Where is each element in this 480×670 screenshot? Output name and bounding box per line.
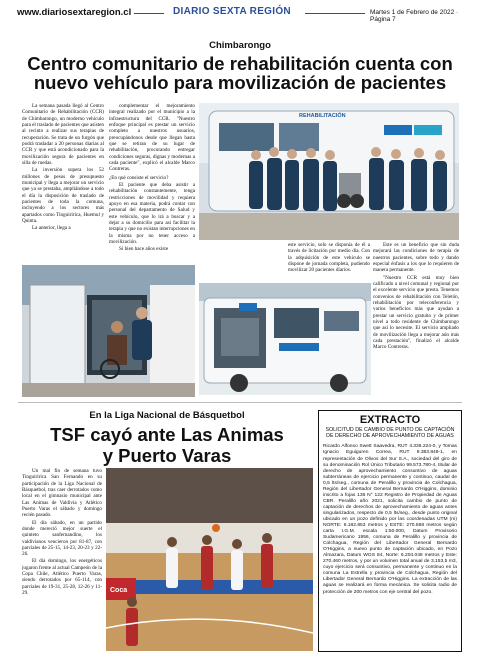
- article1-column-2: [109, 103, 195, 277]
- wheelchair-ramp-photo: [22, 265, 195, 397]
- article2-paragraph: El día domingo, los energéticos jugaron frente al actual Campeón de la Copa Chile, Atlético Puerto Varas, siendo derrotados por 65-114, con parciales de 19-31, 25-28, 12-26 y 11-29.: [22, 558, 102, 597]
- article1-headline: Centro comunitario de rehabilitación cuenta con nuevo vehículo para movilización de pacientes: [27, 53, 453, 94]
- article1-subheading: ¿En qué consiste el servicio?: [109, 174, 169, 181]
- article2-kicker: En la Liga Nacional de Básquetbol: [89, 410, 245, 421]
- header-rule-right: [305, 13, 365, 14]
- article1-paragraph: La anterior, llega a: [32, 225, 71, 232]
- article2-headline-line2: y Puerto Varas: [102, 445, 232, 466]
- extract-subtitle: SOLICITUD DE CAMBIO DE PUNTO DE CAPTACIÓN DE DERECHO DE APROVECHAMIENTO DE AGUAS: [325, 427, 455, 440]
- extract-body: Ricardo Alfonso Swett Saavedra, RUT 4.336.224-0, y Tomas Ignacio Eguiguren Correa, RUT 9.383.849-1, en representación de Olivos del Sur S.A., sociedad del giro de su denominación Rol Único Tributario 99.573.780-4, titular de derecho de aprovechamiento consuntivo de aguas subterráneas de ejercicio permanente y continuo, caudal de 0,5 lts/seg., comuna de Peralillo y provincia de Colchagua, Región del Libertador General Bernardo O'Higgins, dominio inscrito a fojas 136 N° 122 Registro de Propiedad de Aguas CBR. Peralillo año 2021, solicita cambio de punto de captación de derechos de aprovechamiento de aguas antes singularizados, respecto de 0,5 lts/seg., desde punto original ubicado en un pozo definido por las coordenadas UTM (m) NORTE: 6.182.853 metros y ESTE: 270.568 metros según carta I.G.M. escala 1:50.000, Datum Provisorio Sudamericano 1956, comuna de Peralillo y provincia de Colchagua, Región del Libertador General Bernardo O'Higgins, a nuevo punto de captación ubicado, en Pozo Almazara, Datum WGS 84, Norte: 6.204.048 metros y Este: 270.460 metros, y por un volumen total anual de 3.153,5 m3, cuyo ejercicio será consuntivo, permanente y continuo en la comuna La Estrella y provincia de Colchagua, Región del Libertador General Bernardo O'Higgins. La extracción de las aguas se realizará en forma mecánica. Se solicita radio de protección de 200 metros con eje central del pozo.: [323, 444, 457, 595]
- article2-column: [22, 468, 102, 648]
- article1-column-1: [22, 103, 104, 263]
- article1-column-3: [288, 242, 370, 282]
- date-page: Martes 1 de Febrero de 2022 · Página 7: [370, 9, 459, 23]
- article1-kicker: Chimbarongo: [209, 40, 271, 51]
- van-banner-text: REHABILITACIÓN: [299, 113, 346, 119]
- article1-paragraph: "Nuestro CCR está muy bien calificado a nivel comunal y regional por el excelente servicio que presta. Tenemos convenios de rehabilitación con Teletón, rehabilitación por teleconferencia y varios beneficios más que ayudan a prestar un servicio gratuito y de primer nivel a todo residente de Chimbarongo que así lo necesite. El servicio ampliado de movilización llega a mejorar aún más cada prestación", finalizó el alcalde Marco Contreras.: [373, 274, 459, 351]
- svg-text:Coca: Coca: [110, 587, 128, 594]
- article2-paragraph: Un mal fin de semana tuvo Tinguiririca San Fernando en su participación de la Liga Nacional de Básquetbol, tras caer derrotados como local en el gimnasio municipal ante Las Animas de Valdivia y Atlético Puerto Varas el sábado y domingo recién pasado.: [22, 468, 102, 519]
- basketball-game-photo: [106, 468, 313, 651]
- header-rule-left: [134, 13, 164, 14]
- newspaper-name: DIARIO SEXTA REGIÓN: [173, 6, 291, 17]
- people-with-van-photo: [199, 103, 459, 240]
- article1-column-3a: [199, 242, 285, 270]
- section-divider: [18, 402, 462, 403]
- article1-column-4: [373, 242, 459, 398]
- article1-paragraph: este servicio, solo se disponía de él a través de licitación por medio día. Con la adquisición de este vehículo se dispone de jornada completa, pudiendo movilizar 20 pacientes diarios.: [288, 242, 370, 274]
- website-url: www.diariosextaregion.cl: [17, 7, 132, 18]
- article2-headline-line1: TSF cayó ante Las Animas: [50, 424, 284, 445]
- article1-paragraph: complementar el mejoramiento integral realizado por el municipio a la infraestructura del CCR. "Nuestro enfoque principal es prestar un servicio completo a nuestros usuarios, preocupándonos desde que llegan hasta que se retiran de su lugar de rehabilitación, procurando entregar condiciones seguras, dignas y modernas a cada paciente", explicó el alcalde Marco Contreras.: [109, 103, 195, 173]
- extract-notice-box: [318, 410, 462, 652]
- article1-paragraph: La inversión supera los 52 millones de pesos de presupuesto municipal y llega a mejorar un servicio que ya se prestaba, ampliándose a todo el día la disposición de traslado de pacientes de toda la comuna, incluyendo a los sectores más apartados como Tinguiririca, Huemul y Quinta.: [22, 167, 104, 224]
- van-interior-photo: [199, 283, 371, 395]
- extract-title: EXTRACTO: [359, 414, 421, 426]
- article1-paragraph: La semana pasada llegó al Centro Comunitario de Rehabilitación (CCR) de Chimbarongo, un moderno vehículo para el traslado de pacientes que asisten al recinto a realizar sus terapias de recuperación. Se trata de un furgón que podrá trasladar a 20 personas diarias al CCR y que está acondicionado para la movilización segura de pacientes en silla de ruedas.: [22, 103, 104, 167]
- article1-paragraph: Si bien hace años existe: [119, 246, 169, 253]
- article1-paragraph: Este es un beneficio que sin duda mejorará las condiciones de terapia de nuestros pacientes, sobre todo y dando especial énfasis a los que lo requieren de manera permanente.: [373, 242, 459, 274]
- article1-paragraph: El paciente que deba asistir a rehabilitación constantemente, tenga restricciones de movilidad y requiera apoyo en esa materia, podrá contar con personal del departamento de Salud y este vehículo, que lo irá a buscar y a dejar a su domicilio para así facilitar la terapia y que no existan interrupciones en la misma por no tener acceso a movilización.: [109, 181, 195, 246]
- article2-paragraph: El día sábado, en un partido donde mereció mejor suerte el quinteto sanfernandino, los valdivianos vencieron por 81-87, con parciales de 25-15, 14-23, 20-23 y 22-26.: [22, 519, 102, 558]
